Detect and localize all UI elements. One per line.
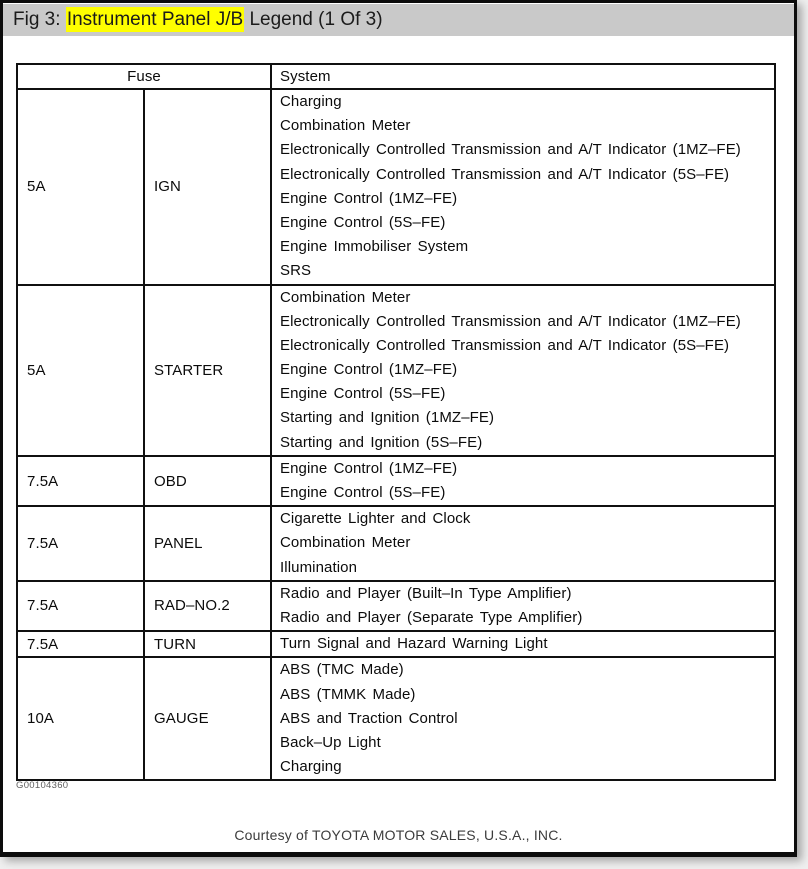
system-line: Combination Meter (280, 288, 411, 306)
fuse-row-gauge (17, 657, 775, 780)
system-line: Starting and Ignition (5S–FE) (280, 433, 483, 451)
system-line: Combination Meter (280, 117, 411, 135)
fuse-amp-cell: 7.5A (17, 506, 144, 581)
figure-title-suffix: Legend (1 Of 3) (244, 9, 383, 30)
fuse-amp-cell: 10A (17, 657, 144, 780)
figure-title-prefix: Fig 3: (13, 9, 66, 30)
fuse-row-starter (17, 285, 775, 456)
system-line: SRS (280, 262, 312, 280)
system-line: ABS (TMMK Made) (280, 685, 416, 703)
figure-title-bar (3, 4, 794, 36)
fuse-amp-cell: 7.5A (17, 456, 144, 506)
figure-title-highlight: Instrument Panel J/B (66, 9, 244, 30)
system-line: Engine Control (5S–FE) (280, 385, 446, 403)
figure-id: G00104360 (16, 780, 69, 791)
fuse-amp-cell: 5A (17, 89, 144, 285)
system-line: Radio and Player (Built–In Type Amplifier) (280, 584, 572, 602)
fuse-name-cell: RAD–NO.2 (144, 581, 271, 631)
fuse-name-cell: STARTER (144, 285, 271, 456)
courtesy-note: Courtesy of TOYOTA MOTOR SALES, U.S.A., INC. (234, 827, 563, 843)
fuse-name-cell: PANEL (144, 506, 271, 581)
system-line: Engine Control (1MZ–FE) (280, 189, 458, 207)
system-line: Combination Meter (280, 534, 411, 552)
system-line: Engine Control (1MZ–FE) (280, 361, 458, 379)
fuse-row-obd (17, 456, 775, 506)
system-line: Charging (280, 758, 342, 776)
system-cell (271, 506, 775, 581)
system-line: Electronically Controlled Transmission and A/T Indicator (5S–FE) (280, 336, 730, 354)
fuse-row-turn (17, 631, 775, 657)
system-line: Engine Immobiliser System (280, 238, 469, 256)
header-fuse: Fuse (17, 64, 271, 89)
fuse-row-rad-no2 (17, 581, 775, 631)
system-line: ABS and Traction Control (280, 709, 458, 727)
system-cell (271, 631, 775, 657)
system-line: Cigarette Lighter and Clock (280, 510, 471, 528)
system-cell (271, 657, 775, 780)
system-line: Engine Control (1MZ–FE) (280, 459, 458, 477)
system-line: Electronically Controlled Transmission and A/T Indicator (1MZ–FE) (280, 141, 741, 159)
fuse-name-cell: TURN (144, 631, 271, 657)
system-line: Starting and Ignition (1MZ–FE) (280, 409, 495, 427)
fuse-name-cell: IGN (144, 89, 271, 285)
system-line: Electronically Controlled Transmission and A/T Indicator (5S–FE) (280, 165, 730, 183)
fuse-amp-cell: 7.5A (17, 631, 144, 657)
fuse-name-cell: GAUGE (144, 657, 271, 780)
system-cell (271, 89, 775, 285)
system-line: Engine Control (5S–FE) (280, 213, 446, 231)
fuse-amp-cell: 7.5A (17, 581, 144, 631)
system-line: Radio and Player (Separate Type Amplifier) (280, 608, 583, 626)
header-system: System (271, 64, 775, 89)
fuse-table-header (17, 64, 775, 89)
fuse-row-ign (17, 89, 775, 285)
fuse-name-cell: OBD (144, 456, 271, 506)
system-line: Illumination (280, 558, 358, 576)
system-line: Back–Up Light (280, 733, 381, 751)
system-cell (271, 456, 775, 506)
system-line: ABS (TMC Made) (280, 661, 404, 679)
system-line: Charging (280, 93, 342, 110)
system-cell (271, 581, 775, 631)
system-line: Turn Signal and Hazard Warning Light (280, 635, 548, 653)
system-cell (271, 285, 775, 456)
system-line: Engine Control (5S–FE) (280, 484, 446, 501)
fuse-amp-cell: 5A (17, 285, 144, 456)
fuse-legend-table (16, 63, 776, 781)
system-line: Electronically Controlled Transmission and A/T Indicator (1MZ–FE) (280, 312, 741, 330)
fuse-row-panel (17, 506, 775, 581)
